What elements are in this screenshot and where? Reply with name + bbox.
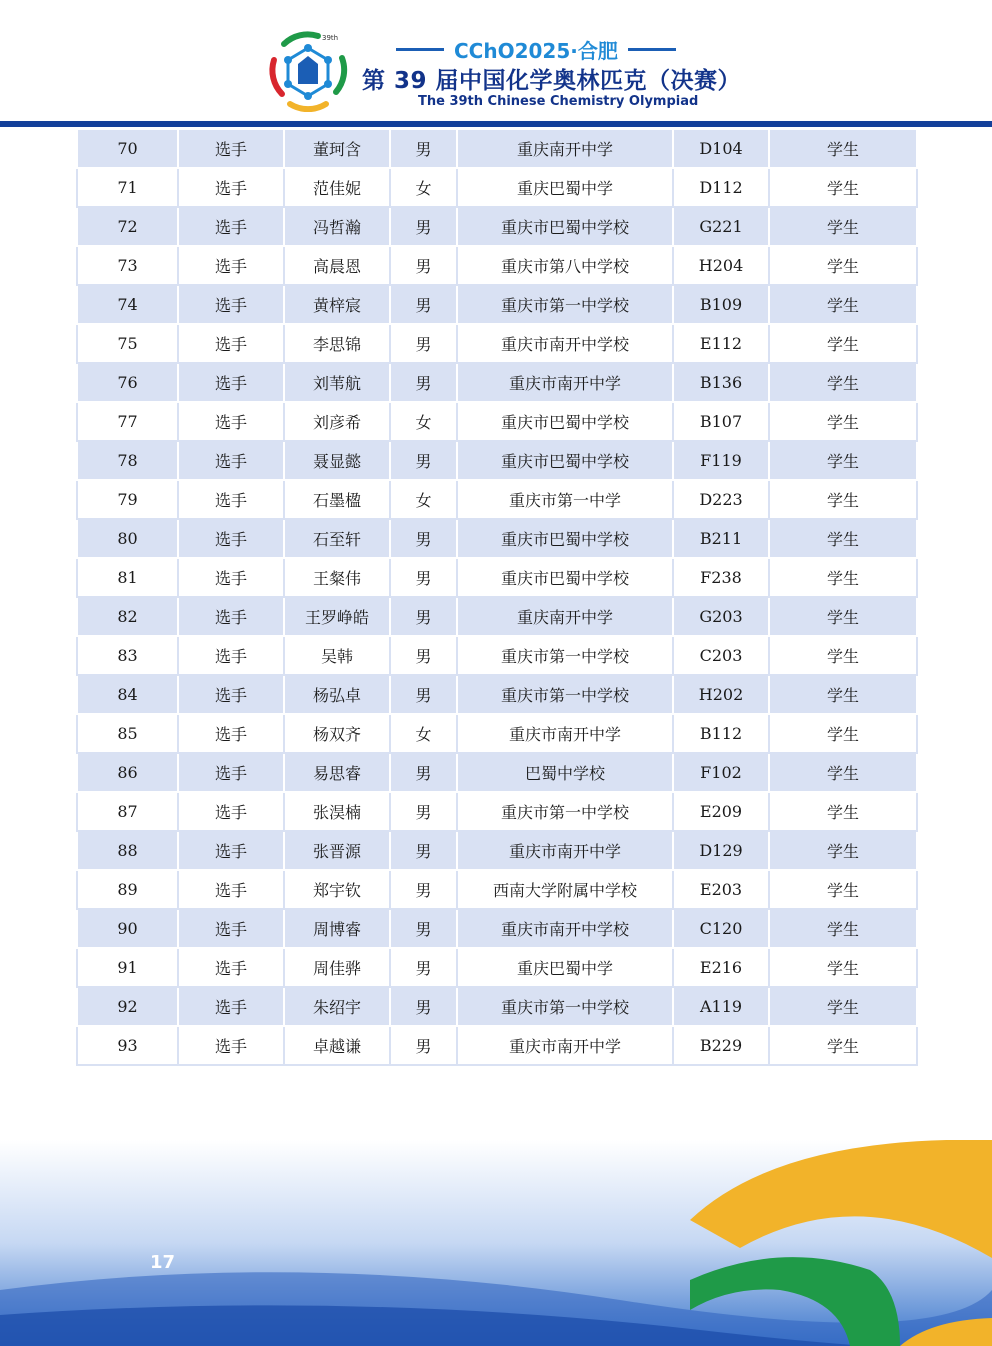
cell-role: 选手: [178, 597, 284, 636]
cell-room: B112: [673, 714, 769, 753]
cell-school: 重庆市南开中学: [457, 831, 673, 870]
cell-name: 冯哲瀚: [284, 207, 390, 246]
cell-gender: 男: [390, 363, 457, 402]
cell-school: 重庆市巴蜀中学校: [457, 558, 673, 597]
logo-badge: 39th: [322, 34, 339, 42]
cell-number: 90: [77, 909, 178, 948]
cell-gender: 男: [390, 831, 457, 870]
cell-role: 选手: [178, 831, 284, 870]
header-subtitle: CChO2025·合肥: [454, 38, 618, 63]
cell-school: 重庆市第一中学校: [457, 675, 673, 714]
cell-gender: 男: [390, 324, 457, 363]
cell-school: 重庆市南开中学: [457, 1026, 673, 1065]
cell-room: D104: [673, 129, 769, 168]
cell-number: 91: [77, 948, 178, 987]
table-row: [77, 792, 917, 831]
cell-school: 重庆市巴蜀中学校: [457, 402, 673, 441]
cell-name: 王粲伟: [284, 558, 390, 597]
cell-category: 学生: [769, 324, 917, 363]
cell-gender: 男: [390, 558, 457, 597]
cell-number: 72: [77, 207, 178, 246]
cell-name: 杨弘卓: [284, 675, 390, 714]
cell-name: 易思睿: [284, 753, 390, 792]
cell-category: 学生: [769, 363, 917, 402]
cell-gender: 男: [390, 597, 457, 636]
table-row: [77, 870, 917, 909]
cell-gender: 男: [390, 870, 457, 909]
cell-gender: 男: [390, 285, 457, 324]
cell-room: H204: [673, 246, 769, 285]
header-english-title: The 39th Chinese Chemistry Olympiad: [418, 94, 699, 109]
cell-room: F238: [673, 558, 769, 597]
cell-room: E112: [673, 324, 769, 363]
cell-role: 选手: [178, 792, 284, 831]
cell-role: 选手: [178, 480, 284, 519]
table-row: [77, 948, 917, 987]
cell-name: 石至轩: [284, 519, 390, 558]
cell-category: 学生: [769, 441, 917, 480]
cell-role: 选手: [178, 324, 284, 363]
cell-category: 学生: [769, 480, 917, 519]
cell-name: 张淏楠: [284, 792, 390, 831]
cell-category: 学生: [769, 597, 917, 636]
cell-room: H202: [673, 675, 769, 714]
cell-school: 重庆市第一中学校: [457, 792, 673, 831]
table-row: [77, 831, 917, 870]
cell-gender: 男: [390, 519, 457, 558]
cell-room: B211: [673, 519, 769, 558]
cell-category: 学生: [769, 909, 917, 948]
cell-gender: 男: [390, 636, 457, 675]
cell-category: 学生: [769, 402, 917, 441]
table-row: [77, 324, 917, 363]
cell-role: 选手: [178, 675, 284, 714]
cell-role: 选手: [178, 948, 284, 987]
cell-school: 巴蜀中学校: [457, 753, 673, 792]
cell-name: 范佳妮: [284, 168, 390, 207]
table-row: [77, 753, 917, 792]
cell-name: 黄梓宸: [284, 285, 390, 324]
cell-number: 78: [77, 441, 178, 480]
cell-number: 84: [77, 675, 178, 714]
cell-name: 周佳骅: [284, 948, 390, 987]
cell-name: 聂显懿: [284, 441, 390, 480]
cell-name: 张晋源: [284, 831, 390, 870]
cell-number: 83: [77, 636, 178, 675]
table-row: [77, 909, 917, 948]
cell-role: 选手: [178, 519, 284, 558]
table-row: [77, 246, 917, 285]
cell-number: 80: [77, 519, 178, 558]
cell-school: 重庆巴蜀中学: [457, 168, 673, 207]
cell-role: 选手: [178, 285, 284, 324]
cell-category: 学生: [769, 831, 917, 870]
cell-role: 选手: [178, 636, 284, 675]
table-row: [77, 987, 917, 1026]
table-row: [77, 168, 917, 207]
header-subtitle-row: [396, 36, 676, 62]
cell-gender: 男: [390, 909, 457, 948]
cell-category: 学生: [769, 714, 917, 753]
cell-room: D112: [673, 168, 769, 207]
cell-gender: 男: [390, 207, 457, 246]
cell-school: 重庆市第一中学校: [457, 987, 673, 1026]
cell-number: 82: [77, 597, 178, 636]
cell-role: 选手: [178, 870, 284, 909]
cell-gender: 男: [390, 987, 457, 1026]
cell-number: 76: [77, 363, 178, 402]
header-title: 第 39 届中国化学奥林匹克（决赛）: [362, 68, 742, 94]
cell-room: D129: [673, 831, 769, 870]
cell-category: 学生: [769, 636, 917, 675]
cell-school: 重庆市巴蜀中学校: [457, 207, 673, 246]
cell-name: 周博睿: [284, 909, 390, 948]
cell-category: 学生: [769, 129, 917, 168]
table-row: [77, 129, 917, 168]
cell-role: 选手: [178, 441, 284, 480]
cell-school: 重庆南开中学: [457, 597, 673, 636]
cell-gender: 男: [390, 441, 457, 480]
cell-role: 选手: [178, 402, 284, 441]
cell-number: 71: [77, 168, 178, 207]
cell-number: 86: [77, 753, 178, 792]
cell-room: E209: [673, 792, 769, 831]
cell-category: 学生: [769, 987, 917, 1026]
cell-role: 选手: [178, 909, 284, 948]
cell-name: 董珂含: [284, 129, 390, 168]
cell-category: 学生: [769, 285, 917, 324]
participant-table-body: [77, 129, 917, 1065]
table-row: [77, 558, 917, 597]
cell-room: G203: [673, 597, 769, 636]
page-header: [0, 0, 992, 128]
cell-number: 77: [77, 402, 178, 441]
cell-school: 重庆市第一中学校: [457, 636, 673, 675]
cell-gender: 男: [390, 948, 457, 987]
cell-room: D223: [673, 480, 769, 519]
cell-gender: 女: [390, 714, 457, 753]
cell-name: 朱绍宇: [284, 987, 390, 1026]
table-row: [77, 597, 917, 636]
cell-category: 学生: [769, 675, 917, 714]
table-row: [77, 1026, 917, 1065]
cell-room: B136: [673, 363, 769, 402]
cell-category: 学生: [769, 168, 917, 207]
page-number: 17: [150, 1252, 176, 1273]
cell-room: B109: [673, 285, 769, 324]
cell-category: 学生: [769, 519, 917, 558]
ccho-logo: [268, 30, 348, 112]
cell-gender: 男: [390, 753, 457, 792]
cell-name: 李思锦: [284, 324, 390, 363]
cell-category: 学生: [769, 207, 917, 246]
cell-school: 重庆市南开中学: [457, 363, 673, 402]
cell-role: 选手: [178, 129, 284, 168]
cell-gender: 女: [390, 402, 457, 441]
cell-room: C120: [673, 909, 769, 948]
table-row: [77, 714, 917, 753]
divider-dash-left: [396, 48, 444, 51]
cell-gender: 女: [390, 480, 457, 519]
cell-number: 73: [77, 246, 178, 285]
cell-name: 刘彦希: [284, 402, 390, 441]
cell-room: G221: [673, 207, 769, 246]
header-bar: [0, 121, 992, 127]
cell-number: 70: [77, 129, 178, 168]
cell-school: 重庆南开中学: [457, 129, 673, 168]
cell-role: 选手: [178, 207, 284, 246]
cell-school: 重庆市第一中学校: [457, 285, 673, 324]
cell-category: 学生: [769, 558, 917, 597]
cell-gender: 男: [390, 1026, 457, 1065]
cell-gender: 女: [390, 168, 457, 207]
cell-school: 重庆市第一中学: [457, 480, 673, 519]
table-row: [77, 441, 917, 480]
cell-role: 选手: [178, 246, 284, 285]
table-row: [77, 519, 917, 558]
cell-number: 74: [77, 285, 178, 324]
cell-room: E216: [673, 948, 769, 987]
cell-number: 75: [77, 324, 178, 363]
cell-room: E203: [673, 870, 769, 909]
cell-school: 西南大学附属中学校: [457, 870, 673, 909]
cell-number: 79: [77, 480, 178, 519]
cell-category: 学生: [769, 1026, 917, 1065]
table-row: [77, 285, 917, 324]
cell-school: 重庆市巴蜀中学校: [457, 519, 673, 558]
cell-school: 重庆巴蜀中学: [457, 948, 673, 987]
table-row: [77, 207, 917, 246]
cell-role: 选手: [178, 1026, 284, 1065]
cell-name: 刘苇航: [284, 363, 390, 402]
cell-gender: 男: [390, 792, 457, 831]
cell-number: 93: [77, 1026, 178, 1065]
cell-role: 选手: [178, 987, 284, 1026]
cell-school: 重庆市南开中学校: [457, 909, 673, 948]
cell-room: B229: [673, 1026, 769, 1065]
cell-gender: 男: [390, 129, 457, 168]
cell-name: 石墨楹: [284, 480, 390, 519]
cell-category: 学生: [769, 753, 917, 792]
cell-room: F119: [673, 441, 769, 480]
cell-number: 81: [77, 558, 178, 597]
divider-dash-right: [628, 48, 676, 51]
cell-role: 选手: [178, 753, 284, 792]
cell-category: 学生: [769, 870, 917, 909]
cell-name: 卓越谦: [284, 1026, 390, 1065]
cell-number: 89: [77, 870, 178, 909]
cell-role: 选手: [178, 363, 284, 402]
cell-school: 重庆市第八中学校: [457, 246, 673, 285]
cell-name: 吴韩: [284, 636, 390, 675]
cell-number: 92: [77, 987, 178, 1026]
cell-category: 学生: [769, 948, 917, 987]
cell-name: 郑宇钦: [284, 870, 390, 909]
cell-gender: 男: [390, 675, 457, 714]
table-row: [77, 363, 917, 402]
cell-number: 87: [77, 792, 178, 831]
cell-name: 杨双齐: [284, 714, 390, 753]
cell-school: 重庆市南开中学校: [457, 324, 673, 363]
participant-table: [76, 128, 918, 1066]
table-row: [77, 402, 917, 441]
cell-room: B107: [673, 402, 769, 441]
cell-room: C203: [673, 636, 769, 675]
cell-number: 85: [77, 714, 178, 753]
table-row: [77, 636, 917, 675]
table-row: [77, 480, 917, 519]
cell-room: F102: [673, 753, 769, 792]
cell-school: 重庆市巴蜀中学校: [457, 441, 673, 480]
cell-role: 选手: [178, 168, 284, 207]
cell-school: 重庆市南开中学: [457, 714, 673, 753]
cell-role: 选手: [178, 558, 284, 597]
cell-role: 选手: [178, 714, 284, 753]
cell-category: 学生: [769, 246, 917, 285]
cell-gender: 男: [390, 246, 457, 285]
table-row: [77, 675, 917, 714]
cell-name: 王罗峥皓: [284, 597, 390, 636]
cell-name: 高晨恩: [284, 246, 390, 285]
cell-room: A119: [673, 987, 769, 1026]
cell-category: 学生: [769, 792, 917, 831]
cell-number: 88: [77, 831, 178, 870]
footer-decoration: [0, 1140, 992, 1346]
